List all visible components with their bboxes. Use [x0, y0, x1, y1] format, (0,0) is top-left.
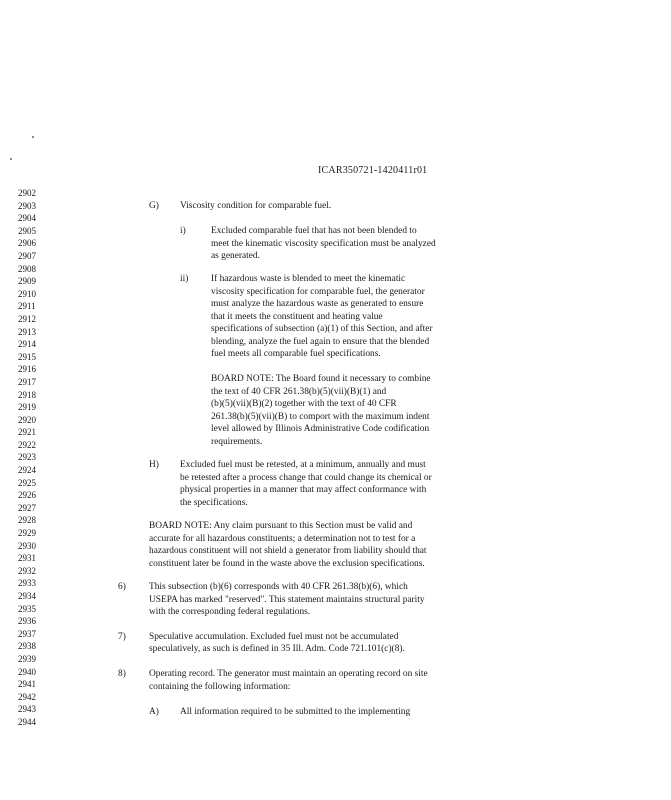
scan-speck — [10, 158, 12, 160]
board-note-1-line: level allowed by Illinois Administrative Code codification — [211, 424, 430, 434]
item-ii-label: ii) — [180, 274, 189, 284]
board-note-2-line: BOARD NOTE: Any claim pursuant to this Section must be valid and — [149, 521, 413, 531]
board-note-2-line: accurate for all hazardous constituents; a determination not to test for a — [149, 534, 416, 544]
item-6-line: with the corresponding federal regulations. — [149, 607, 311, 617]
item-a-label: A) — [149, 707, 159, 717]
line-number: 2928 — [18, 515, 36, 526]
item-i-line: meet the kinematic viscosity specification must be analyzed — [211, 239, 436, 249]
item-6-label: 6) — [118, 582, 126, 592]
item-h-line: Excluded fuel must be retested, at a minimum, annually and must — [180, 460, 426, 470]
line-number: 2931 — [18, 553, 36, 564]
item-ii-line: viscosity specification for comparable fuel, the generator — [211, 287, 425, 297]
line-number: 2913 — [18, 326, 36, 337]
board-note-1-line: requirements. — [211, 437, 263, 447]
line-number: 2910 — [18, 288, 36, 299]
line-number: 2906 — [18, 238, 36, 249]
line-number: 2922 — [18, 439, 36, 450]
line-number: 2937 — [18, 628, 36, 639]
item-ii-line: must analyze the hazardous waste as generated to ensure — [211, 299, 424, 309]
item-7-line: Speculative accumulation. Excluded fuel must not be accumulated — [149, 632, 399, 642]
line-number: 2939 — [18, 653, 36, 664]
line-number: 2944 — [18, 716, 36, 727]
board-note-2-line: constituent later be found in the waste above the exclusion specifications. — [149, 559, 425, 569]
item-g-text: Viscosity condition for comparable fuel. — [180, 201, 332, 211]
item-a-text: All information required to be submitted to the implementing — [180, 707, 411, 717]
line-number: 2911 — [18, 301, 36, 312]
line-number: 2930 — [18, 540, 36, 551]
item-ii-line: blending, analyze the fuel again to ensure that the blended — [211, 337, 430, 347]
line-number: 2908 — [18, 263, 36, 274]
line-number: 2914 — [18, 339, 36, 350]
line-number: 2909 — [18, 276, 36, 287]
line-number: 2924 — [18, 465, 36, 476]
board-note-2-line: hazardous constituent will not shield a generator from liability should that — [149, 546, 427, 556]
board-note-1-line: the text of 40 CFR 261.38(b)(5)(vii)(B)(1) and — [211, 387, 387, 397]
item-h-line: physical properties in a manner that may affect conformance with — [180, 485, 427, 495]
line-number: 2917 — [18, 376, 36, 387]
item-h-line: be retested after a process change that could change its chemical or — [180, 473, 432, 483]
line-number: 2926 — [18, 490, 36, 501]
item-8-line: containing the following information: — [149, 682, 291, 692]
item-ii-line: that it meets the constituent and heating value — [211, 312, 383, 322]
line-number: 2905 — [18, 225, 36, 236]
line-number: 2921 — [18, 427, 36, 438]
item-ii-line: fuel meets all comparable fuel specifications. — [211, 349, 381, 359]
line-number: 2941 — [18, 679, 36, 690]
item-h-label: H) — [149, 460, 159, 470]
item-i-line: Excluded comparable fuel that has not been blended to — [211, 226, 417, 236]
line-number: 2935 — [18, 603, 36, 614]
line-number: 2916 — [18, 364, 36, 375]
item-ii-line: specifications of subsection (a)(1) of this Section, and after — [211, 324, 433, 334]
line-number: 2925 — [18, 477, 36, 488]
board-note-1-line: 261.38(b)(5)(vii)(B) to comport with the maximum indent — [211, 412, 430, 422]
scan-speck — [32, 136, 34, 138]
board-note-1-line: BOARD NOTE: The Board found it necessary to combine — [211, 374, 431, 384]
line-number: 2903 — [18, 200, 36, 211]
line-number: 2940 — [18, 666, 36, 677]
item-7-line: speculatively, as such is defined in 35 Ill. Adm. Code 721.101(c)(8). — [149, 644, 405, 654]
item-8-line: Operating record. The generator must maintain an operating record on site — [149, 669, 428, 679]
line-number: 2904 — [18, 213, 36, 224]
line-number: 2943 — [18, 704, 36, 715]
line-number: 2934 — [18, 591, 36, 601]
item-6-line: This subsection (b)(6) corresponds with 40 CFR 261.38(b)(6), which — [149, 582, 408, 592]
line-number: 2923 — [18, 452, 36, 463]
item-7-label: 7) — [118, 632, 126, 642]
item-g-label: G) — [149, 201, 159, 211]
line-number: 2932 — [18, 565, 36, 576]
line-number: 2912 — [18, 313, 36, 324]
line-number: 2919 — [18, 402, 36, 413]
line-number: 2915 — [18, 351, 36, 362]
item-i-label: i) — [180, 226, 186, 236]
line-number: 2918 — [18, 389, 36, 400]
line-number: 2933 — [18, 578, 36, 589]
line-number: 2936 — [18, 616, 36, 627]
item-ii-line: If hazardous waste is blended to meet the kinematic — [211, 274, 406, 284]
line-numbers — [18, 187, 46, 729]
line-number: 2920 — [18, 414, 36, 425]
item-6-line: USEPA has marked "reserved". This statement maintains structural parity — [149, 595, 425, 605]
page-header-code: ICAR350721-1420411r01 — [318, 165, 428, 176]
line-number: 2942 — [18, 691, 36, 702]
item-h-line: the specifications. — [180, 498, 248, 508]
item-8-label: 8) — [118, 669, 126, 679]
board-note-1-line: (b)(5)(vii)(B)(2) together with the text of 40 CFR — [211, 399, 397, 409]
line-number: 2938 — [18, 641, 36, 652]
item-i-line: as generated. — [211, 251, 260, 261]
line-number: 2927 — [18, 502, 36, 513]
line-number: 2907 — [18, 250, 36, 261]
line-number: 2929 — [18, 528, 36, 539]
line-number: 2902 — [18, 188, 36, 198]
